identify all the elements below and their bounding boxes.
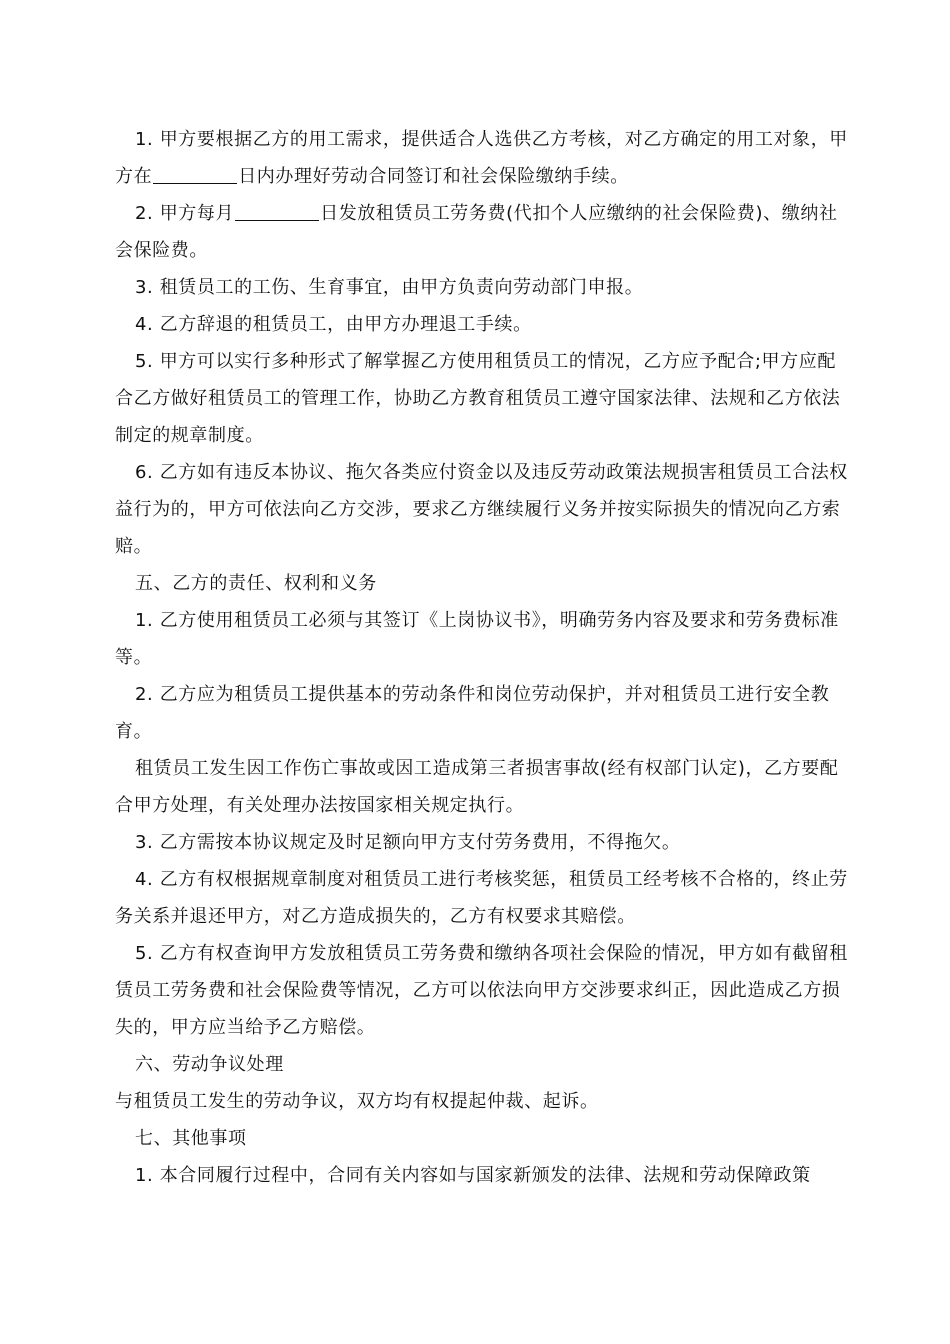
section-heading: 七、其他事项	[135, 1128, 247, 1149]
clause-paragraph	[115, 121, 853, 195]
clause-paragraph: 与租赁员工发生的劳动争议，双方均有权提起仲裁、起诉。	[115, 1091, 599, 1112]
clause-paragraph: 4. 乙方辞退的租赁员工，由甲方办理退工手续。	[135, 314, 532, 335]
clause-paragraph: 2. 乙方应为租赁员工提供基本的劳动条件和岗位劳动保护，并对租赁员工进行安全教育。	[115, 684, 830, 742]
clause-paragraph	[115, 195, 853, 269]
clause-paragraph: 4. 乙方有权根据规章制度对租赁员工进行考核奖惩，租赁员工经考核不合格的，终止劳务关系并退还甲方，对乙方造成损失的，乙方有权要求其赔偿。	[115, 869, 848, 927]
clause-text: 日内办理好劳动合同签订和社会保险缴纳手续。	[238, 166, 629, 187]
clause-paragraph: 5. 甲方可以实行多种形式了解掌握乙方使用租赁员工的情况，乙方应予配合;甲方应配合乙方做好租赁员工的管理工作，协助乙方教育租赁员工遵守国家法律、法规和乙方依法制定的规章制度。	[115, 351, 841, 446]
section-heading: 五、乙方的责任、权利和义务	[135, 573, 377, 594]
section-heading: 六、劳动争议处理	[135, 1054, 284, 1075]
clause-paragraph: 5. 乙方有权查询甲方发放租赁员工劳务费和缴纳各项社会保险的情况，甲方如有截留租赁员工劳务费和社会保险费等情况，乙方可以依法向甲方交涉要求纠正，因此造成乙方损失的，甲方应当给予乙方赔偿。	[115, 943, 848, 1038]
clause-paragraph: 1. 本合同履行过程中，合同有关内容如与国家新颁发的法律、法规和劳动保障政策	[135, 1165, 811, 1186]
clause-paragraph: 1. 乙方使用租赁员工必须与其签订《上岗协议书》，明确劳务内容及要求和劳务费标准等。	[115, 610, 839, 668]
document-body	[115, 121, 853, 1194]
clause-paragraph: 租赁员工发生因工作伤亡事故或因工造成第三者损害事故(经有权部门认定)，乙方要配合甲方处理，有关处理办法按国家相关规定执行。	[115, 758, 839, 816]
clause-text: 日发放租赁员工劳务费(代扣个人应缴纳的社会保险费)、缴纳社会保险费。	[115, 203, 838, 261]
clause-paragraph: 6. 乙方如有违反本协议、拖欠各类应付资金以及违反劳动政策法规损害租赁员工合法权益行为的，甲方可依法向乙方交涉，要求乙方继续履行义务并按实际损失的情况向乙方索赔。	[115, 462, 848, 557]
clause-paragraph: 3. 租赁员工的工伤、生育事宜，由甲方负责向劳动部门申报。	[135, 277, 644, 298]
clause-text: 2. 甲方每月	[135, 203, 235, 224]
clause-paragraph: 3. 乙方需按本协议规定及时足额向甲方支付劳务费用，不得拖欠。	[135, 832, 681, 853]
fill-blank	[235, 200, 319, 221]
fill-blank	[153, 163, 237, 184]
clause-text: 1. 甲方要根据乙方的用工需求，提供适合人选供乙方考核，对乙方确定的用工对象，甲方在	[115, 129, 848, 187]
